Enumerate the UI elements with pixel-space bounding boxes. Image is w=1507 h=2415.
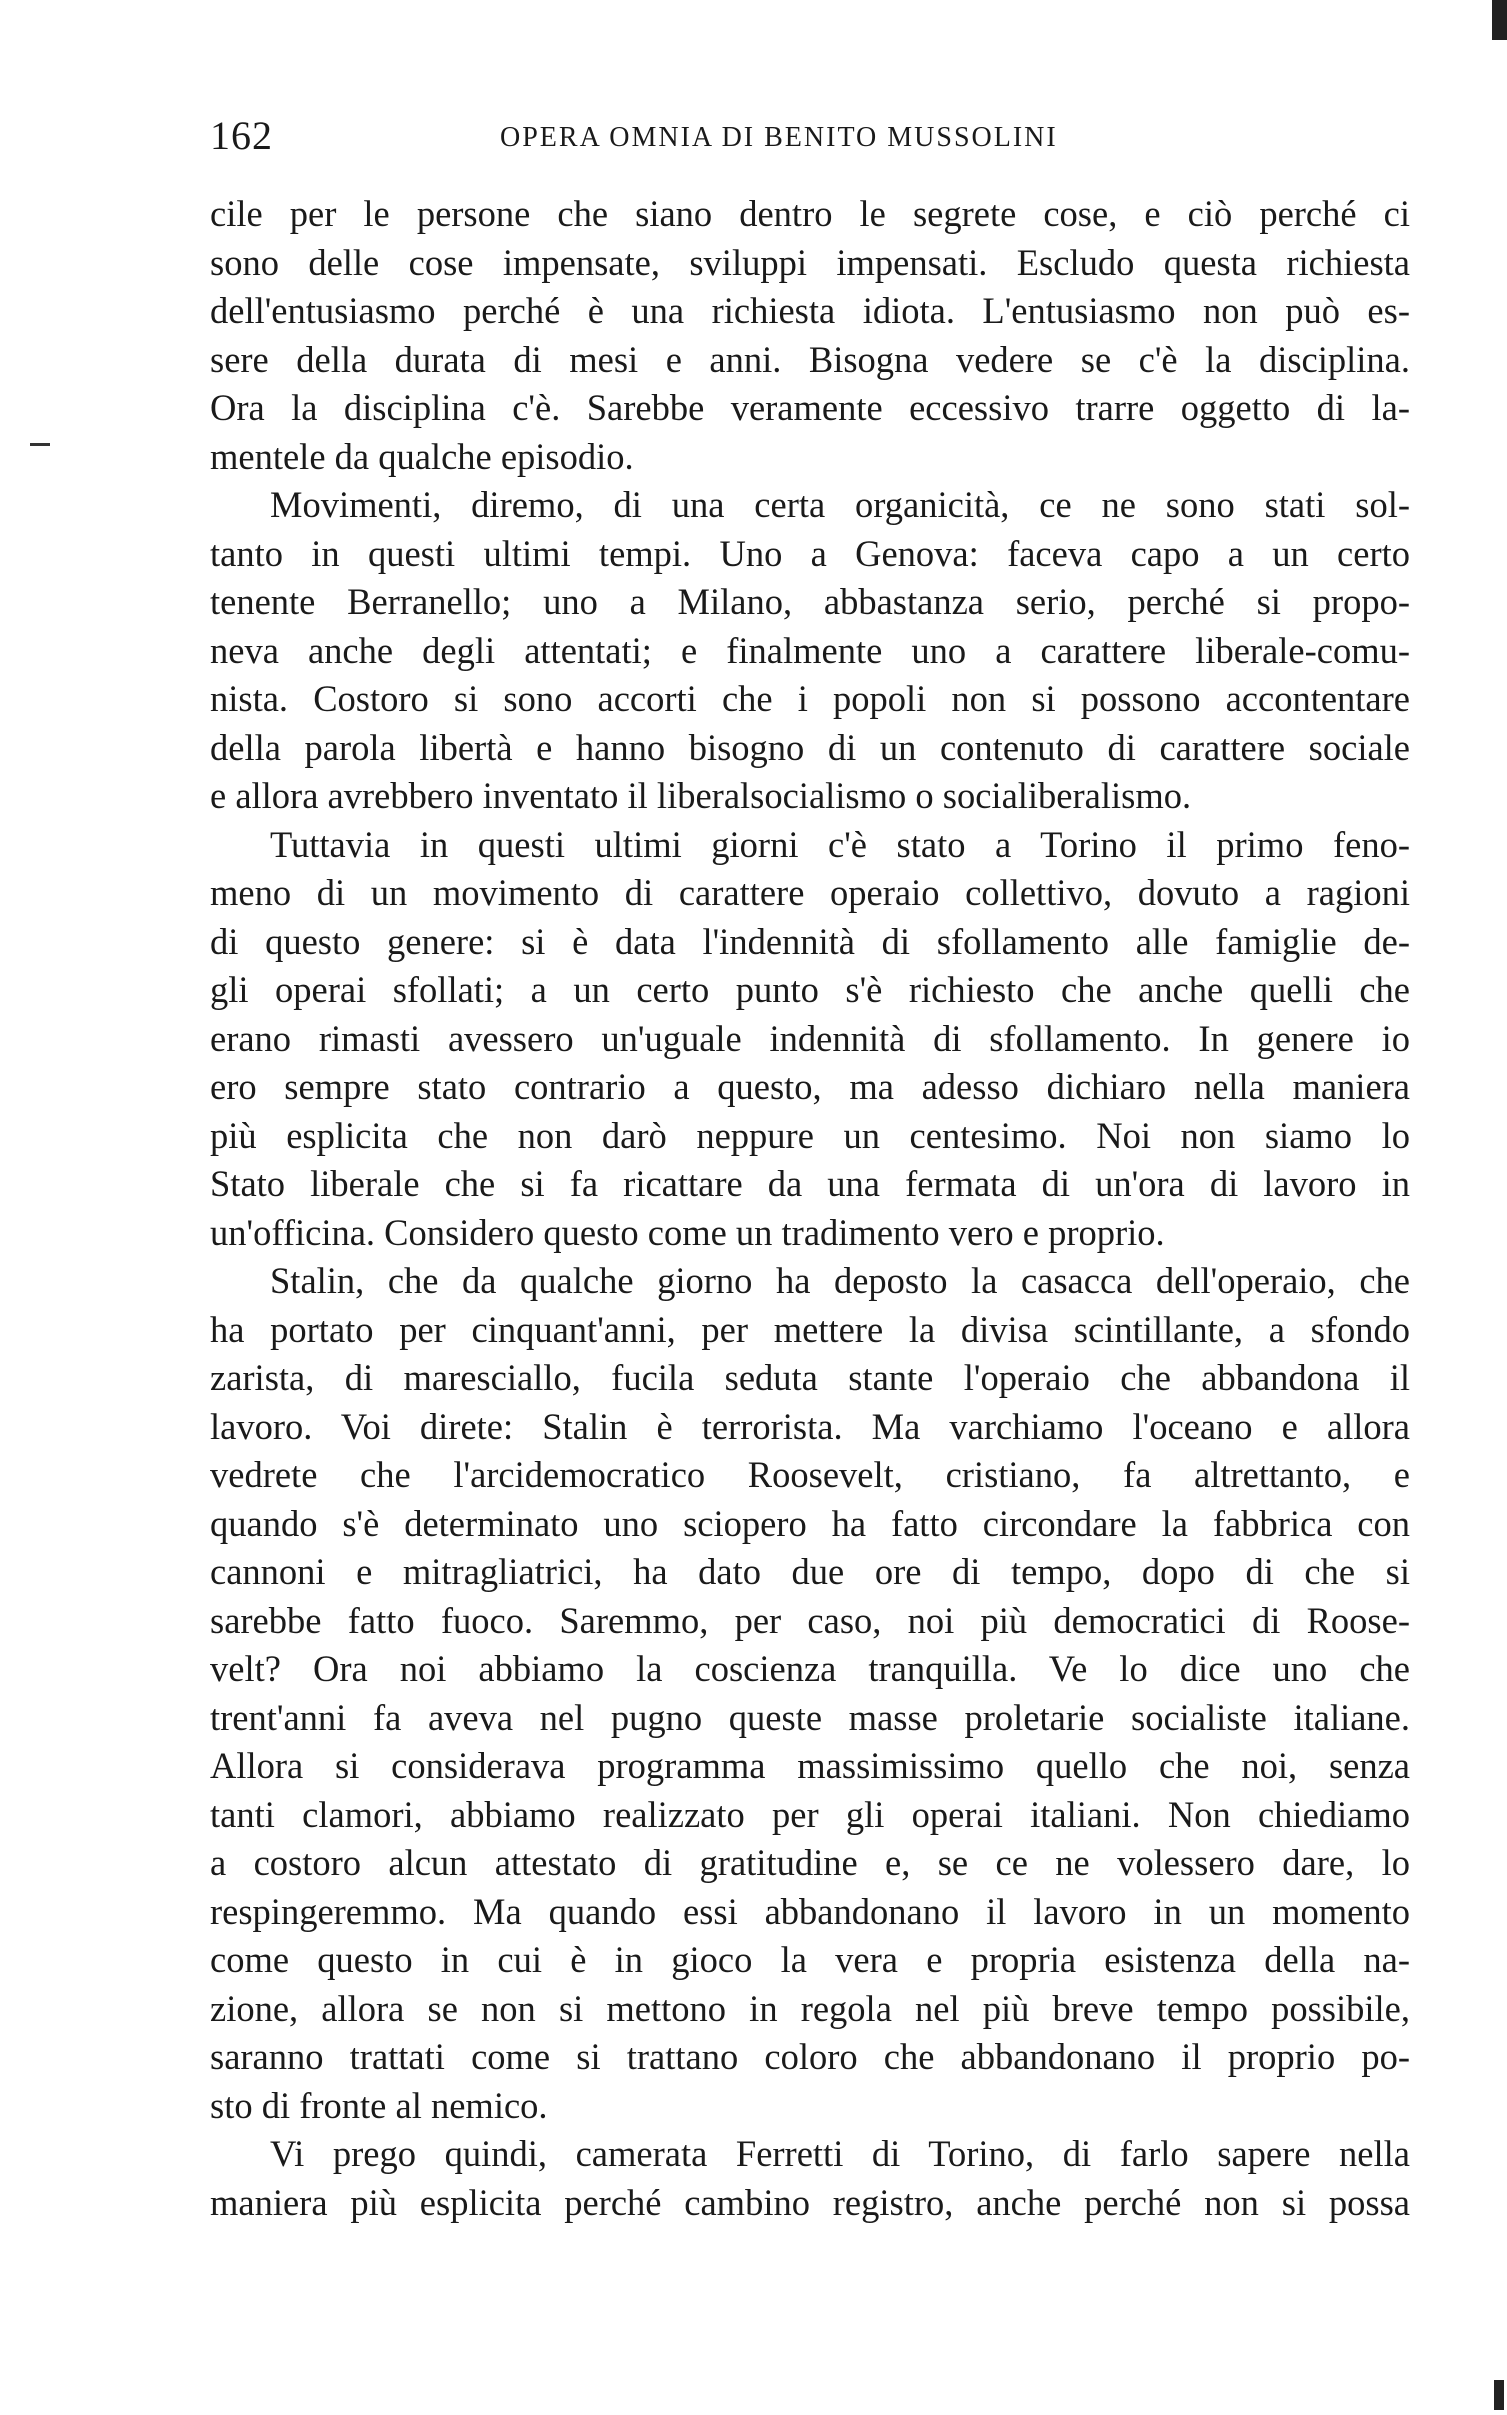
text-line: vedrete che l'arcidemocratico Roosevelt, cristiano, fa altrettanto, e <box>210 1454 1410 1495</box>
body-text <box>210 190 1410 2227</box>
text-line: Ora la disciplina c'è. Sarebbe veramente eccessivo trarre oggetto di la- <box>210 387 1410 428</box>
text-line: quando s'è determinato uno sciopero ha fatto circondare la fabbrica con <box>210 1502 1410 1544</box>
scan-speck <box>1492 0 1507 40</box>
text-line: meno di un movimento di carattere operaio collettivo, dovuto a ragioni <box>210 872 1410 913</box>
text-line: e allora avrebbero inventato il liberalsocialismo o socialiberalismo. <box>210 775 1192 816</box>
text-line: Stato liberale che si fa ricattare da una fermata di un'ora di lavoro in <box>210 1163 1410 1204</box>
text-line: tanti clamori, abbiamo realizzato per gli operai italiani. Non chiediamo <box>210 1793 1410 1835</box>
text-line: mentele da qualche episodio. <box>210 435 634 477</box>
text-line: nista. Costoro si sono accorti che i popoli non si possono accontentare <box>210 678 1410 719</box>
text-line: velt? Ora noi abbiamo la coscienza tranquilla. Ve lo dice uno che <box>210 1648 1410 1689</box>
text-line: erano rimasti avessero un'uguale indennità di sfollamento. In genere io <box>210 1017 1410 1059</box>
text-line: della parola libertà e hanno bisogno di un contenuto di carattere sociale <box>210 726 1410 768</box>
text-line: trent'anni fa aveva nel pugno queste masse proletarie socialiste italiane. <box>210 1696 1410 1738</box>
text-line: zione, allora se non si mettono in regola nel più breve tempo possibile, <box>210 1987 1410 2029</box>
text-line: sto di fronte al nemico. <box>210 2084 548 2126</box>
text-line: gli operai sfollati; a un certo punto s'è richiesto che anche quelli che <box>210 969 1410 1010</box>
text-line: tanto in questi ultimi tempi. Uno a Genova: faceva capo a un certo <box>210 532 1410 574</box>
text-line: maniera più esplicita perché cambino registro, anche perché non si possa <box>210 2181 1410 2223</box>
text-line: sarebbe fatto fuoco. Saremmo, per caso, noi più democratici di Roose- <box>210 1599 1410 1641</box>
text-line: sono delle cose impensate, sviluppi impensati. Escludo questa richiesta <box>210 241 1410 283</box>
text-line: tenente Berranello; uno a Milano, abbastanza serio, perché si propo- <box>210 581 1410 622</box>
paragraph-first-line: Vi prego quindi, camerata Ferretti di Torino, di farlo sapere nella <box>270 2133 1410 2174</box>
text-line: cile per le persone che siano dentro le segrete cose, e ciò perché ci <box>210 193 1410 234</box>
text-line: di questo genere: si è data l'indennità di sfollamento alle famiglie de- <box>210 920 1410 962</box>
text-line: ha portato per cinquant'anni, per mettere la divisa scintillante, a sfondo <box>210 1308 1410 1350</box>
text-line: più esplicita che non darò neppure un centesimo. Noi non siamo lo <box>210 1114 1410 1156</box>
text-line: sere della durata di mesi e anni. Bisogna vedere se c'è la disciplina. <box>210 338 1410 380</box>
paragraph-first-line: Stalin, che da qualche giorno ha deposto la casacca dell'operaio, che <box>270 1260 1410 1301</box>
text-line: lavoro. Voi direte: Stalin è terrorista. Ma varchiamo l'oceano e allora <box>210 1405 1410 1447</box>
page-header <box>210 112 1410 172</box>
paragraph-first-line: Tuttavia in questi ultimi giorni c'è stato a Torino il primo feno- <box>270 823 1410 865</box>
running-head: OPERA OMNIA DI BENITO MUSSOLINI <box>500 122 1058 153</box>
text-line: cannoni e mitragliatrici, ha dato due ore di tempo, dopo di che si <box>210 1551 1410 1592</box>
text-line: zarista, di maresciallo, fucila seduta stante l'operaio che abbandona il <box>210 1357 1410 1398</box>
text-line: un'officina. Considero questo come un tradimento vero e proprio. <box>210 1211 1165 1253</box>
scan-speck <box>1494 2380 1504 2410</box>
text-line: respingeremmo. Ma quando essi abbandonano il lavoro in un momento <box>210 1890 1410 1932</box>
text-line: Allora si considerava programma massimissimo quello che noi, senza <box>210 1745 1410 1786</box>
paragraph-first-line: Movimenti, diremo, di una certa organicità, ce ne sono stati sol- <box>270 484 1410 525</box>
page-number: 162 <box>210 113 273 158</box>
text-line: ero sempre stato contrario a questo, ma adesso dichiaro nella maniera <box>210 1066 1410 1107</box>
text-line: come questo in cui è in gioco la vera e propria esistenza della na- <box>210 1939 1410 1980</box>
text-line: neva anche degli attentati; e finalmente uno a carattere liberale-comu- <box>210 629 1410 671</box>
scan-speck <box>30 443 50 446</box>
text-line: a costoro alcun attestato di gratitudine e, se ce ne volessero dare, lo <box>210 1842 1410 1883</box>
text-line: dell'entusiasmo perché è una richiesta idiota. L'entusiasmo non può es- <box>210 290 1410 331</box>
text-line: saranno trattati come si trattano coloro che abbandonano il proprio po- <box>210 2036 1410 2077</box>
